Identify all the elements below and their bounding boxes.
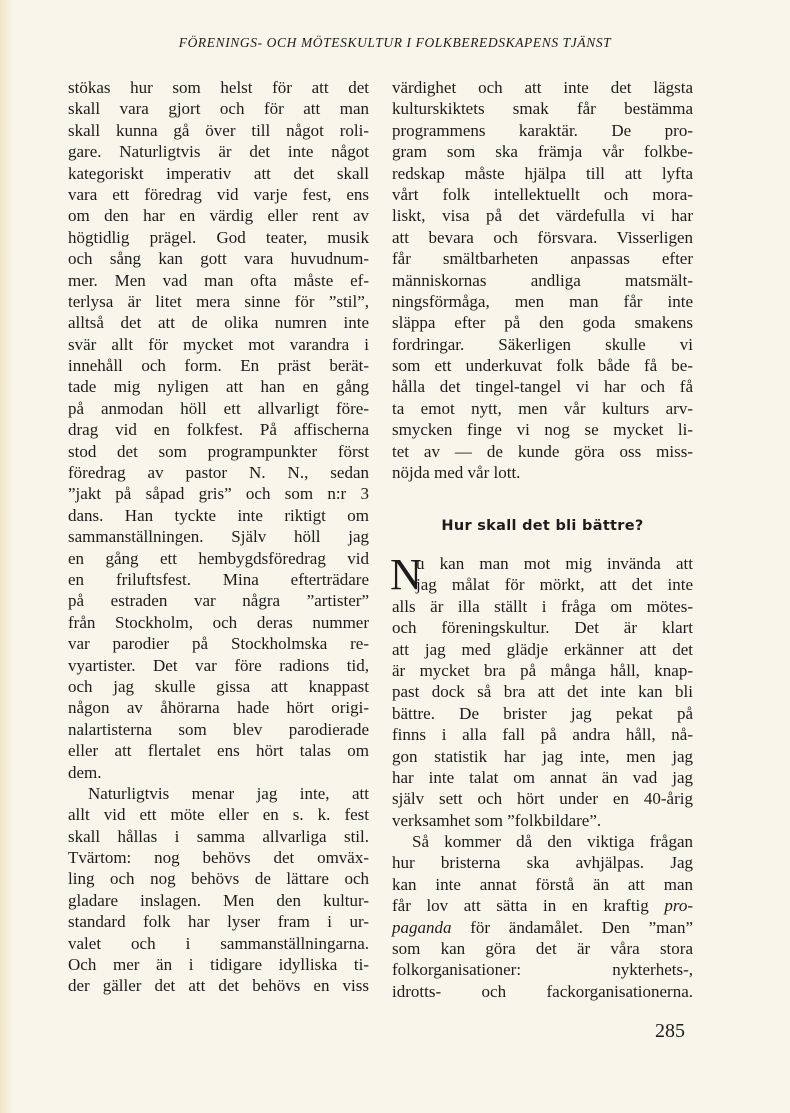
text-line: stod det som programpunkter först — [68, 441, 369, 461]
text-line: finns i alla fall på andra håll, nå- — [392, 725, 693, 745]
text-line: ”jakt på såpad gris” och som n:r 3 — [68, 484, 369, 504]
text-line: Och mer än i tidigare idylliska ti- — [68, 955, 369, 975]
text-line: själv sett och hört under en 40-årig — [392, 789, 693, 809]
section-heading: Hur skall det bli bättre? — [441, 518, 644, 534]
text-line: att bevara och försvara. Visserligen — [392, 227, 693, 247]
text-line: ningsförmåga, men man får inte — [392, 291, 693, 311]
text-line: idrotts- och fackorganisationerna. — [392, 981, 693, 1001]
text-line: alls är illa ställt i fråga om mötes- — [392, 596, 693, 616]
right-column-top — [392, 77, 693, 483]
text-line: past dock så bra att det inte kan bli — [392, 682, 693, 702]
paragraph — [68, 783, 369, 997]
text-line: folkorganisationer: nykterhets-, — [392, 960, 693, 980]
text-line: någon av åhörarna hade hört origi- — [68, 698, 369, 718]
text-line: eller att flertalet ens hört talas om — [68, 741, 369, 761]
text-line: innehåll och form. En präst berät- — [68, 356, 369, 376]
text-line: sammanställningen. Själv höll jag — [68, 527, 369, 547]
text-line: mer. Men vad man ofta måste ef- — [68, 270, 369, 290]
text-line: som kan göra det är våra stora — [392, 939, 693, 959]
text-line: fordringar. Säkerligen skulle vi — [392, 334, 693, 354]
text-line: dem. — [68, 762, 102, 782]
italic-text: paganda — [392, 917, 452, 937]
text-line: terlysa är litet mera sinne för ”stil”, — [68, 291, 369, 311]
text-line: har inte talat om annat än vad jag — [392, 767, 693, 787]
text-line: dans. Han tyckte inte riktigt om — [68, 505, 369, 525]
text-line: kategoriskt imperativ att det skall — [68, 163, 369, 183]
text-line: stökas hur som helst för att det — [68, 78, 369, 97]
text-line: svär allt för mycket mot varandra i — [68, 334, 369, 354]
text-line: skall hållas i samma allvarliga stil. — [68, 826, 369, 846]
text-line: Så kommer då den viktiga frågan — [412, 832, 693, 852]
text-line: på anmodan höll ett allvarligt före- — [68, 398, 369, 418]
text-line: föredrag av pastor N. N., sedan — [68, 463, 369, 483]
text-line: skall kunna gå över till något roli- — [68, 120, 369, 140]
right-column-bottom — [390, 550, 693, 1002]
drop-cap: N — [390, 550, 422, 599]
running-head: FÖRENINGS- OCH MÖTESKULTUR I FOLKBEREDSKAPENS TJÄNST — [178, 35, 612, 50]
text-line: drag vid en folkfest. På affischerna — [68, 420, 369, 440]
text-line: jag målat för mörkt, att det inte — [416, 575, 693, 595]
paragraph — [68, 77, 369, 783]
text-line: människornas andliga matsmält- — [392, 270, 693, 290]
text-line: tet av — de kunde göra oss miss- — [392, 441, 693, 461]
text-line: gladare inslagen. Men den kultur- — [68, 890, 369, 910]
text-line: var parodier på Stockholmska re- — [68, 634, 369, 654]
left-column — [68, 77, 369, 997]
text-line: hålla det tingel-tangel vi har och få — [392, 377, 693, 397]
text-line: och jag skulle gissa att knappast — [68, 676, 369, 696]
text-line: och föreningskultur. Det är klart — [392, 618, 693, 638]
text-segment: för ändamålet. Den ”man” — [451, 917, 693, 937]
text-line: nalartisterna som blev parodierade — [68, 719, 369, 739]
text-line: vara ett föredrag vid varje fest, ens — [68, 184, 369, 204]
text-line: bättre. De brister jag pekat på — [392, 703, 693, 723]
text-line: skall vara gjort och för att man — [68, 99, 369, 119]
text-line: kulturskiktets smak får bestämma — [392, 99, 693, 119]
text-line: släppa efter på den goda smakens — [392, 313, 693, 333]
text-segment: får lov att sätta in en kraftig — [392, 896, 665, 916]
text-line: om den har en värdig eller rent av — [68, 206, 369, 226]
text-line — [392, 917, 693, 938]
text-line: Naturligtvis menar jag inte, att — [88, 783, 369, 803]
text-line: smycken finge vi nog se mycket li- — [392, 420, 693, 440]
text-line: ling och nog behövs de lättare och — [68, 869, 369, 889]
text-line: gram som ska främja vår folkbe- — [392, 142, 693, 162]
text-line: der gäller det att det behövs en viss — [68, 976, 369, 996]
paragraph — [392, 77, 693, 483]
text-line: redskap måste hjälpa till att lyfta — [392, 163, 693, 183]
page-number: 285 — [655, 1020, 685, 1042]
text-line: från Stockholm, och deras nummer — [68, 612, 369, 632]
text-line: som ett underkuvat folk både få be- — [392, 356, 693, 376]
text-line — [392, 895, 693, 916]
text-line: är mycket bra på många håll, knap- — [392, 660, 693, 680]
text-line: en gång ett hembygdsföredrag vid — [68, 548, 369, 568]
text-line: hur bristerna ska avhjälpas. Jag — [392, 853, 693, 873]
text-line: kan inte annat förstå än att man — [392, 874, 693, 894]
text-line: värdighet och att inte det lägsta — [392, 78, 693, 97]
text-line: programmens karaktär. De pro- — [392, 120, 693, 140]
text-line: u kan man mot mig invända att — [416, 554, 693, 573]
text-line: standard folk har lyser fram i ur- — [68, 912, 369, 932]
paragraph — [390, 550, 693, 831]
text-line: liskt, visa på det värdefulla vi har — [392, 206, 693, 226]
text-line: på estraden var några ”artister” — [68, 591, 369, 611]
text-line: tade mig nyligen att han en gång — [68, 377, 369, 397]
text-line: vårt folk intellektuellt och mora- — [392, 184, 693, 204]
paragraph — [392, 831, 693, 1002]
text-line: alltså det att de olika numren inte — [68, 313, 369, 333]
text-line: att jag med glädje erkänner att det — [392, 639, 693, 659]
text-line: och sång kan gott vara huvudnum- — [68, 249, 369, 269]
text-line: verksamhet som ”folkbildare”. — [392, 810, 602, 830]
text-line: högtidlig prägel. God teater, musik — [68, 227, 369, 247]
text-line: gon statistik har jag inte, men jag — [392, 746, 693, 766]
text-line: nöjda med vår lott. — [392, 463, 521, 483]
text-line: Tvärtom: nog behövs det omväx- — [68, 848, 369, 868]
text-line: gare. Naturligtvis är det inte något — [68, 142, 369, 162]
text-line: allt vid ett möte eller en s. k. fest — [68, 805, 369, 825]
page-edge-shadow — [0, 0, 14, 1113]
text-line: ta emot nytt, men vår kulturs arv- — [392, 398, 693, 418]
text-line: en friluftsfest. Mina efterträdare — [68, 569, 369, 589]
text-line: får smältbarheten anpassas efter — [392, 249, 693, 269]
text-line: valet och i sammanställningarna. — [68, 933, 369, 953]
italic-text: pro- — [664, 896, 693, 916]
text-line: vyartister. Det var före radions tid, — [68, 655, 369, 675]
